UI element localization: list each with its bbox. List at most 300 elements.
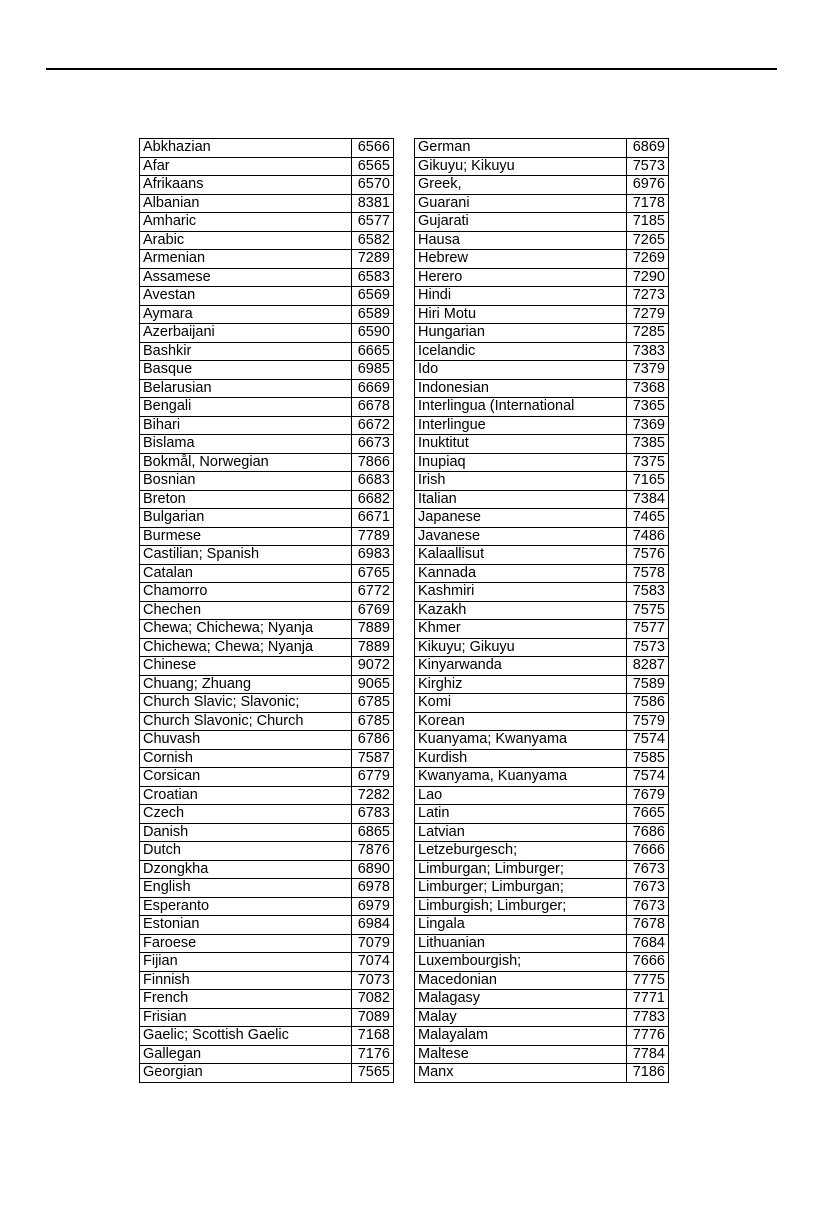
language-code: 6569 xyxy=(352,287,394,306)
language-name: Arabic xyxy=(140,231,352,250)
table-row xyxy=(415,601,669,620)
language-name: Maltese xyxy=(415,1045,627,1064)
language-name: Kannada xyxy=(415,564,627,583)
table-row xyxy=(140,416,394,435)
language-code: 7574 xyxy=(627,768,669,787)
language-name: Fijian xyxy=(140,953,352,972)
language-code: 7383 xyxy=(627,342,669,361)
language-name: Kazakh xyxy=(415,601,627,620)
language-code: 7279 xyxy=(627,305,669,324)
language-code: 6765 xyxy=(352,564,394,583)
language-name: Kurdish xyxy=(415,749,627,768)
language-code: 7783 xyxy=(627,1008,669,1027)
table-row xyxy=(140,472,394,491)
language-name: Kashmiri xyxy=(415,583,627,602)
table-row xyxy=(140,213,394,232)
language-code: 7585 xyxy=(627,749,669,768)
language-code: 7789 xyxy=(352,527,394,546)
language-name: Hausa xyxy=(415,231,627,250)
table-row xyxy=(415,1045,669,1064)
table-row xyxy=(415,416,669,435)
language-code: 7289 xyxy=(352,250,394,269)
language-name: Danish xyxy=(140,823,352,842)
language-name: Luxembourgish; xyxy=(415,953,627,972)
language-code: 7168 xyxy=(352,1027,394,1046)
language-name: Limburger; Limburgan; xyxy=(415,879,627,898)
table-row xyxy=(415,231,669,250)
table-row xyxy=(140,712,394,731)
language-name: Czech xyxy=(140,805,352,824)
table-row xyxy=(415,842,669,861)
language-name: Castilian; Spanish xyxy=(140,546,352,565)
language-code: 7679 xyxy=(627,786,669,805)
language-code: 6589 xyxy=(352,305,394,324)
language-code: 7587 xyxy=(352,749,394,768)
language-code: 7575 xyxy=(627,601,669,620)
language-code: 7486 xyxy=(627,527,669,546)
table-row xyxy=(140,638,394,657)
language-code-table-left xyxy=(139,138,394,1083)
table-row xyxy=(415,324,669,343)
table-row xyxy=(140,749,394,768)
table-row xyxy=(140,453,394,472)
language-code: 7578 xyxy=(627,564,669,583)
table-row xyxy=(140,509,394,528)
table-row xyxy=(140,361,394,380)
language-code: 6570 xyxy=(352,176,394,195)
language-code: 7666 xyxy=(627,842,669,861)
language-code: 6682 xyxy=(352,490,394,509)
table-row xyxy=(140,527,394,546)
language-code: 7265 xyxy=(627,231,669,250)
header-rule xyxy=(46,68,777,70)
table-row xyxy=(415,1008,669,1027)
language-code: 7583 xyxy=(627,583,669,602)
language-code: 7665 xyxy=(627,805,669,824)
language-code: 7784 xyxy=(627,1045,669,1064)
table-row xyxy=(415,1027,669,1046)
language-name: Greek, xyxy=(415,176,627,195)
language-name: Faroese xyxy=(140,934,352,953)
table-row xyxy=(140,657,394,676)
language-code: 6786 xyxy=(352,731,394,750)
table-row xyxy=(140,1064,394,1083)
table-row xyxy=(415,879,669,898)
table-row xyxy=(140,435,394,454)
language-name: Armenian xyxy=(140,250,352,269)
language-code: 7889 xyxy=(352,638,394,657)
table-row xyxy=(415,342,669,361)
language-code: 6785 xyxy=(352,694,394,713)
table-row xyxy=(415,453,669,472)
language-name: Dzongkha xyxy=(140,860,352,879)
table-row xyxy=(140,694,394,713)
language-name: Latvian xyxy=(415,823,627,842)
language-name: Avestan xyxy=(140,287,352,306)
language-name: Ido xyxy=(415,361,627,380)
language-name: Macedonian xyxy=(415,971,627,990)
table-row xyxy=(140,490,394,509)
table-row xyxy=(140,953,394,972)
language-name: Bokmål, Norwegian xyxy=(140,453,352,472)
language-code: 7573 xyxy=(627,638,669,657)
language-code: 6865 xyxy=(352,823,394,842)
language-code: 7384 xyxy=(627,490,669,509)
table-row xyxy=(140,564,394,583)
language-name: Corsican xyxy=(140,768,352,787)
language-code: 7365 xyxy=(627,398,669,417)
language-name: Finnish xyxy=(140,971,352,990)
language-name: Limburgish; Limburger; xyxy=(415,897,627,916)
language-name: Belarusian xyxy=(140,379,352,398)
language-code: 7876 xyxy=(352,842,394,861)
language-code: 6976 xyxy=(627,176,669,195)
language-name: Malagasy xyxy=(415,990,627,1009)
table-row xyxy=(415,953,669,972)
language-code: 6783 xyxy=(352,805,394,824)
language-code: 7866 xyxy=(352,453,394,472)
language-name: Italian xyxy=(415,490,627,509)
language-code: 6671 xyxy=(352,509,394,528)
language-name: Burmese xyxy=(140,527,352,546)
language-name: Chinese xyxy=(140,657,352,676)
language-code: 6683 xyxy=(352,472,394,491)
table-row xyxy=(140,805,394,824)
table-row xyxy=(140,342,394,361)
table-row xyxy=(140,231,394,250)
language-name: Kikuyu; Gikuyu xyxy=(415,638,627,657)
table-row xyxy=(415,805,669,824)
table-row xyxy=(140,842,394,861)
language-name: Abkhazian xyxy=(140,139,352,158)
language-name: Interlingue xyxy=(415,416,627,435)
language-code: 7290 xyxy=(627,268,669,287)
language-code: 7678 xyxy=(627,916,669,935)
table-row xyxy=(140,768,394,787)
table-row xyxy=(415,657,669,676)
language-name: Breton xyxy=(140,490,352,509)
language-name: Gikuyu; Kikuyu xyxy=(415,157,627,176)
table-row xyxy=(415,379,669,398)
language-name: French xyxy=(140,990,352,1009)
language-code: 7889 xyxy=(352,620,394,639)
language-name: Inupiaq xyxy=(415,453,627,472)
table-row xyxy=(140,268,394,287)
language-name: Bengali xyxy=(140,398,352,417)
language-name: Interlingua (International xyxy=(415,398,627,417)
language-name: Herero xyxy=(415,268,627,287)
table-row xyxy=(415,638,669,657)
language-name: Chichewa; Chewa; Nyanja xyxy=(140,638,352,657)
language-name: Bislama xyxy=(140,435,352,454)
language-name: Javanese xyxy=(415,527,627,546)
table-row xyxy=(415,1064,669,1083)
language-name: Bihari xyxy=(140,416,352,435)
language-code: 7565 xyxy=(352,1064,394,1083)
language-code: 6673 xyxy=(352,435,394,454)
language-name: Latin xyxy=(415,805,627,824)
language-name: Hiri Motu xyxy=(415,305,627,324)
language-code: 7465 xyxy=(627,509,669,528)
language-code: 7673 xyxy=(627,879,669,898)
language-code: 6769 xyxy=(352,601,394,620)
table-row xyxy=(415,731,669,750)
language-name: Malayalam xyxy=(415,1027,627,1046)
table-row xyxy=(415,305,669,324)
language-code: 6979 xyxy=(352,897,394,916)
table-row xyxy=(415,583,669,602)
language-code: 7186 xyxy=(627,1064,669,1083)
language-name: Kirghiz xyxy=(415,675,627,694)
language-name: Assamese xyxy=(140,268,352,287)
table-row xyxy=(415,194,669,213)
language-code: 7576 xyxy=(627,546,669,565)
table-row xyxy=(415,934,669,953)
language-code: 7666 xyxy=(627,953,669,972)
language-code: 7074 xyxy=(352,953,394,972)
language-code: 7285 xyxy=(627,324,669,343)
language-code: 6566 xyxy=(352,139,394,158)
language-name: Church Slavonic; Church xyxy=(140,712,352,731)
table-row xyxy=(140,194,394,213)
language-name: Japanese xyxy=(415,509,627,528)
table-row xyxy=(140,398,394,417)
table-row xyxy=(415,490,669,509)
language-name: Bashkir xyxy=(140,342,352,361)
language-code: 7379 xyxy=(627,361,669,380)
language-name: Church Slavic; Slavonic; xyxy=(140,694,352,713)
language-name: Basque xyxy=(140,361,352,380)
language-name: German xyxy=(415,139,627,158)
language-code: 8381 xyxy=(352,194,394,213)
table-row xyxy=(140,1045,394,1064)
table-row xyxy=(140,786,394,805)
table-row xyxy=(415,398,669,417)
language-code: 6890 xyxy=(352,860,394,879)
table-row xyxy=(415,675,669,694)
table-row xyxy=(140,990,394,1009)
language-code: 7178 xyxy=(627,194,669,213)
table-row xyxy=(415,509,669,528)
language-code: 7273 xyxy=(627,287,669,306)
language-name: Icelandic xyxy=(415,342,627,361)
table-row xyxy=(140,379,394,398)
language-code: 6772 xyxy=(352,583,394,602)
language-code: 6565 xyxy=(352,157,394,176)
table-row xyxy=(415,268,669,287)
language-name: Estonian xyxy=(140,916,352,935)
language-code: 6583 xyxy=(352,268,394,287)
language-code: 7577 xyxy=(627,620,669,639)
table-row xyxy=(415,176,669,195)
table-row xyxy=(415,435,669,454)
language-name: Limburgan; Limburger; xyxy=(415,860,627,879)
language-code: 7775 xyxy=(627,971,669,990)
language-name: Letzeburgesch; xyxy=(415,842,627,861)
language-name: Lao xyxy=(415,786,627,805)
table-row xyxy=(415,157,669,176)
table-row xyxy=(415,897,669,916)
language-name: Gallegan xyxy=(140,1045,352,1064)
table-row xyxy=(415,860,669,879)
table-row xyxy=(140,1027,394,1046)
language-name: Hebrew xyxy=(415,250,627,269)
language-code: 7375 xyxy=(627,453,669,472)
table-row xyxy=(415,527,669,546)
table-row xyxy=(415,712,669,731)
language-code: 6678 xyxy=(352,398,394,417)
table-row xyxy=(415,694,669,713)
table-row xyxy=(415,620,669,639)
table-row xyxy=(140,157,394,176)
table-row xyxy=(415,990,669,1009)
language-code: 7165 xyxy=(627,472,669,491)
language-name: Esperanto xyxy=(140,897,352,916)
language-name: Chuang; Zhuang xyxy=(140,675,352,694)
language-name: Indonesian xyxy=(415,379,627,398)
language-name: Chewa; Chichewa; Nyanja xyxy=(140,620,352,639)
language-name: Komi xyxy=(415,694,627,713)
table-row xyxy=(415,472,669,491)
language-code: 7684 xyxy=(627,934,669,953)
table-row xyxy=(415,749,669,768)
language-name: Khmer xyxy=(415,620,627,639)
language-code: 7089 xyxy=(352,1008,394,1027)
language-code: 7574 xyxy=(627,731,669,750)
language-code: 9065 xyxy=(352,675,394,694)
language-code: 6669 xyxy=(352,379,394,398)
language-name: Catalan xyxy=(140,564,352,583)
language-name: Manx xyxy=(415,1064,627,1083)
language-code: 6582 xyxy=(352,231,394,250)
language-code: 7589 xyxy=(627,675,669,694)
table-row xyxy=(140,287,394,306)
table-row xyxy=(415,213,669,232)
language-code: 7082 xyxy=(352,990,394,1009)
language-code: 6978 xyxy=(352,879,394,898)
table-row xyxy=(140,176,394,195)
table-row xyxy=(140,324,394,343)
language-name: English xyxy=(140,879,352,898)
language-code: 7073 xyxy=(352,971,394,990)
language-name: Hungarian xyxy=(415,324,627,343)
language-code: 6869 xyxy=(627,139,669,158)
table-row xyxy=(415,786,669,805)
language-name: Chamorro xyxy=(140,583,352,602)
table-row xyxy=(415,287,669,306)
language-code: 7673 xyxy=(627,860,669,879)
table-row xyxy=(140,675,394,694)
table-row xyxy=(415,971,669,990)
table-row xyxy=(415,361,669,380)
language-code: 7586 xyxy=(627,694,669,713)
language-name: Cornish xyxy=(140,749,352,768)
language-name: Lingala xyxy=(415,916,627,935)
language-code: 7282 xyxy=(352,786,394,805)
table-row xyxy=(415,768,669,787)
language-name: Albanian xyxy=(140,194,352,213)
language-name: Kinyarwanda xyxy=(415,657,627,676)
table-row xyxy=(415,916,669,935)
table-row xyxy=(140,546,394,565)
language-code: 7385 xyxy=(627,435,669,454)
language-name: Korean xyxy=(415,712,627,731)
language-name: Frisian xyxy=(140,1008,352,1027)
language-code: 7176 xyxy=(352,1045,394,1064)
language-code: 7269 xyxy=(627,250,669,269)
table-row xyxy=(140,934,394,953)
language-code-table-right xyxy=(414,138,669,1083)
language-code: 6672 xyxy=(352,416,394,435)
language-name: Gaelic; Scottish Gaelic xyxy=(140,1027,352,1046)
table-row xyxy=(140,1008,394,1027)
language-name: Aymara xyxy=(140,305,352,324)
language-name: Croatian xyxy=(140,786,352,805)
table-row xyxy=(140,601,394,620)
language-name: Azerbaijani xyxy=(140,324,352,343)
language-name: Inuktitut xyxy=(415,435,627,454)
language-name: Lithuanian xyxy=(415,934,627,953)
table-row xyxy=(415,139,669,158)
language-code: 6590 xyxy=(352,324,394,343)
language-code: 7771 xyxy=(627,990,669,1009)
language-code: 7079 xyxy=(352,934,394,953)
language-name: Afrikaans xyxy=(140,176,352,195)
table-row xyxy=(140,971,394,990)
language-name: Kwanyama, Kuanyama xyxy=(415,768,627,787)
language-name: Kalaallisut xyxy=(415,546,627,565)
language-code: 7776 xyxy=(627,1027,669,1046)
table-row xyxy=(140,823,394,842)
language-name: Chuvash xyxy=(140,731,352,750)
language-code: 6983 xyxy=(352,546,394,565)
language-code: 7368 xyxy=(627,379,669,398)
table-row xyxy=(140,583,394,602)
language-code: 7573 xyxy=(627,157,669,176)
language-name: Amharic xyxy=(140,213,352,232)
language-code: 6785 xyxy=(352,712,394,731)
table-row xyxy=(140,620,394,639)
table-row xyxy=(140,860,394,879)
language-name: Georgian xyxy=(140,1064,352,1083)
language-code: 6985 xyxy=(352,361,394,380)
language-code: 6665 xyxy=(352,342,394,361)
language-name: Irish xyxy=(415,472,627,491)
language-name: Bulgarian xyxy=(140,509,352,528)
language-name: Malay xyxy=(415,1008,627,1027)
language-code: 7185 xyxy=(627,213,669,232)
language-name: Dutch xyxy=(140,842,352,861)
language-name: Hindi xyxy=(415,287,627,306)
language-name: Gujarati xyxy=(415,213,627,232)
table-row xyxy=(140,250,394,269)
language-code: 7686 xyxy=(627,823,669,842)
language-code: 7673 xyxy=(627,897,669,916)
language-name: Chechen xyxy=(140,601,352,620)
table-row xyxy=(415,564,669,583)
language-code: 9072 xyxy=(352,657,394,676)
table-row xyxy=(140,897,394,916)
table-row xyxy=(140,916,394,935)
language-code: 6779 xyxy=(352,768,394,787)
table-row xyxy=(140,731,394,750)
language-code: 8287 xyxy=(627,657,669,676)
language-code: 7579 xyxy=(627,712,669,731)
language-code: 7369 xyxy=(627,416,669,435)
table-row xyxy=(415,823,669,842)
language-name: Kuanyama; Kwanyama xyxy=(415,731,627,750)
language-code: 6577 xyxy=(352,213,394,232)
